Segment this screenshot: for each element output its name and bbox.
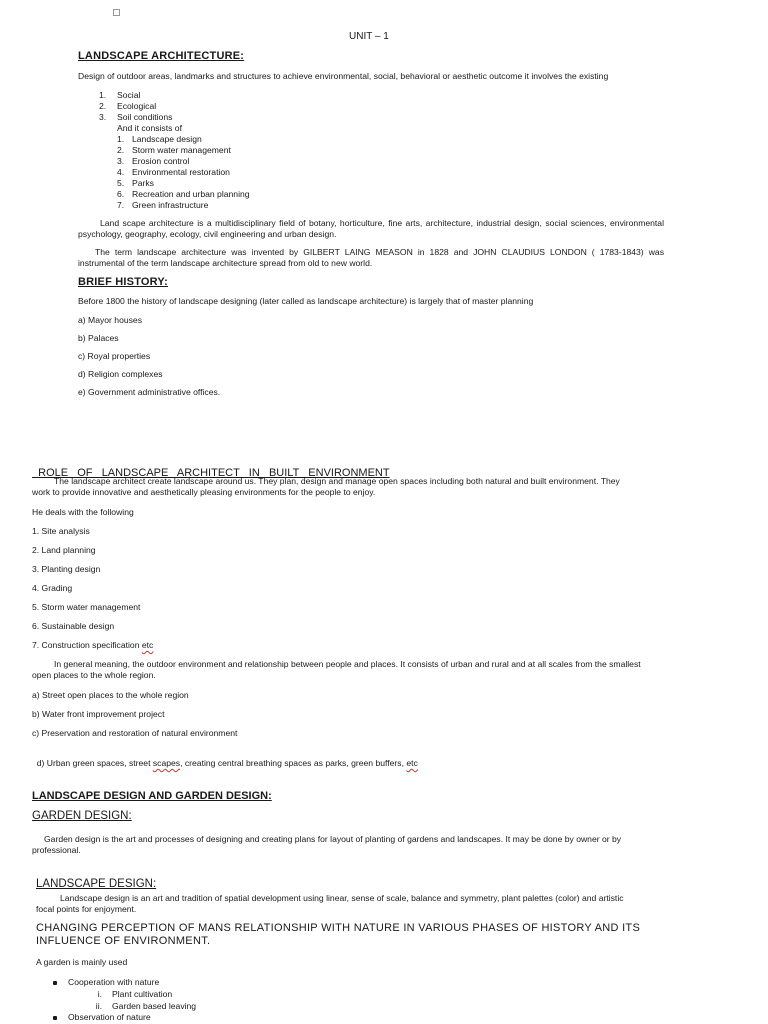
paragraph: The landscape architect create landscape around us. They plan, design and manage open spaces including both natural and built environment. They work to provide innovative and aesthetically pleasing environments for the people to enjoy.: [32, 476, 620, 497]
heading-garden-design: GARDEN DESIGN:: [32, 810, 132, 822]
list-number: 3.: [117, 156, 125, 166]
paragraph: Landscape design is an art and tradition of spatial development using linear, sense of scale, balance and symmetry, plant palettes (color) and artistic focal points for enjoyment.: [36, 893, 624, 914]
bullet-text: Observation of nature: [68, 1012, 151, 1022]
heading-brief-history: BRIEF HISTORY:: [78, 276, 168, 288]
list-item: c) Royal properties: [78, 351, 151, 361]
list-item: 4. Grading: [32, 583, 73, 593]
bullet-icon: [53, 981, 57, 985]
list-text: Recreation and urban planning: [132, 189, 250, 199]
list-item: b) Palaces: [78, 333, 119, 343]
list-number: ii.: [95, 1001, 102, 1011]
list-item: e) Government administrative offices.: [78, 387, 221, 397]
list-text: Erosion control: [132, 156, 190, 166]
list-item: [32, 747, 418, 769]
bullet-item: [53, 1012, 151, 1023]
list-item: 2. Land planning: [32, 545, 96, 555]
list-text: Parks: [132, 178, 154, 188]
heading-landscape-architecture: LANDSCAPE ARCHITECTURE:: [78, 50, 245, 62]
heading-text: ROLE OF LANDSCAPE ARCHITECT IN BUILT ENVIRONMENT: [38, 467, 390, 479]
list-number: 1.: [117, 134, 125, 144]
deals-label: He deals with the following: [32, 507, 134, 517]
garden-used-label: A garden is mainly used: [36, 957, 128, 967]
sub-bullet-item: [90, 989, 240, 1000]
list-text: Soil conditions: [117, 112, 173, 122]
heading-changing-perception: CHANGING PERCEPTION OF MANS RELATIONSHIP WITH NATURE IN VARIOUS PHASES OF HISTORY AND ITS INFLUENCE OF ENVIRONMENT.: [36, 922, 641, 947]
list-item: a) Mayor houses: [78, 315, 143, 325]
list-item: b) Water front improvement project: [32, 709, 165, 719]
list-item: [99, 90, 141, 101]
list-item: c) Preservation and restoration of natural environment: [32, 728, 238, 738]
list-text: Garden based leaving: [112, 1001, 197, 1011]
list-number: 2.: [99, 101, 107, 111]
sub-bullet-item: [90, 1001, 240, 1012]
history-intro: Before 1800 the history of landscape designing (later called as landscape architecture) is largely that of master planning: [78, 296, 534, 306]
list-item: a) Street open places to the whole region: [32, 690, 189, 700]
list-text: Ecological: [117, 101, 157, 111]
list-number: 5.: [117, 178, 125, 188]
list-number: 6.: [117, 189, 125, 199]
list-item: [99, 112, 173, 123]
list-number: 2.: [117, 145, 125, 155]
list-item: d) Religion complexes: [78, 369, 163, 379]
bullet-item: [53, 977, 159, 988]
paragraph: In general meaning, the outdoor environment and relationship between people and places. It consists of urban and rural and at all scales from the smallest open places to the whole region.: [32, 659, 641, 680]
list-text: , creating central breathing spaces as parks, green buffers,: [180, 758, 407, 768]
checkbox-mark: [113, 9, 120, 16]
misspelled-word: etc: [141, 640, 154, 650]
list-text: 7. Construction specification: [32, 640, 140, 650]
heading-landscape-design-and-garden-design: LANDSCAPE DESIGN AND GARDEN DESIGN:: [32, 790, 272, 802]
paragraph: The term landscape architecture was invented by GILBERT LAING MEASON in 1828 and JOHN CLAUDIUS LONDON ( 1783-1843) was instrumental of the term landscape architecture spread from old to new world.: [78, 247, 664, 268]
list-number: 3.: [99, 112, 107, 122]
list-number: i.: [97, 989, 102, 999]
consists-label: And it consists of: [117, 123, 182, 133]
list-item: [32, 640, 153, 651]
heading-landscape-design: LANDSCAPE DESIGN:: [36, 878, 157, 890]
list-text: d) Urban green spaces, street: [36, 758, 153, 768]
list-item: 1. Site analysis: [32, 526, 90, 536]
sub-list: [117, 134, 317, 211]
list-item: 5. Storm water management: [32, 602, 141, 612]
list-number: 4.: [117, 167, 125, 177]
list-text: Landscape design: [132, 134, 202, 144]
list-number: 1.: [99, 90, 107, 100]
bullet-icon: [53, 1016, 57, 1020]
list-text: Plant cultivation: [112, 989, 173, 999]
misspelled-word: scapes: [152, 758, 181, 768]
misspelled-word: etc: [406, 758, 418, 768]
paragraph: Land scape architecture is a multidisciplinary field of botany, horticulture, fine arts, architecture, industrial design, social sciences, environmental psychology, geography, ecology, civil engineering and urban design.: [78, 218, 664, 239]
list-text: Social: [117, 90, 141, 100]
list-text: Storm water management: [132, 145, 231, 155]
list-text: Green infrastructure: [132, 200, 209, 210]
list-number: 7.: [117, 200, 125, 210]
list-text: Environmental restoration: [132, 167, 230, 177]
bullet-text: Cooperation with nature: [68, 977, 160, 987]
unit-title: UNIT – 1: [349, 31, 389, 42]
list-item: 3. Planting design: [32, 564, 101, 574]
list-item: 6. Sustainable design: [32, 621, 115, 631]
intro-paragraph: Design of outdoor areas, landmarks and structures to achieve environmental, social, behavioral or aesthetic outcome it involves the existing: [78, 71, 609, 81]
list-item: [99, 101, 157, 112]
paragraph: Garden design is the art and processes of designing and creating plans for layout of planting of gardens and landscapes. It may be done by owner or by professional.: [32, 834, 622, 855]
